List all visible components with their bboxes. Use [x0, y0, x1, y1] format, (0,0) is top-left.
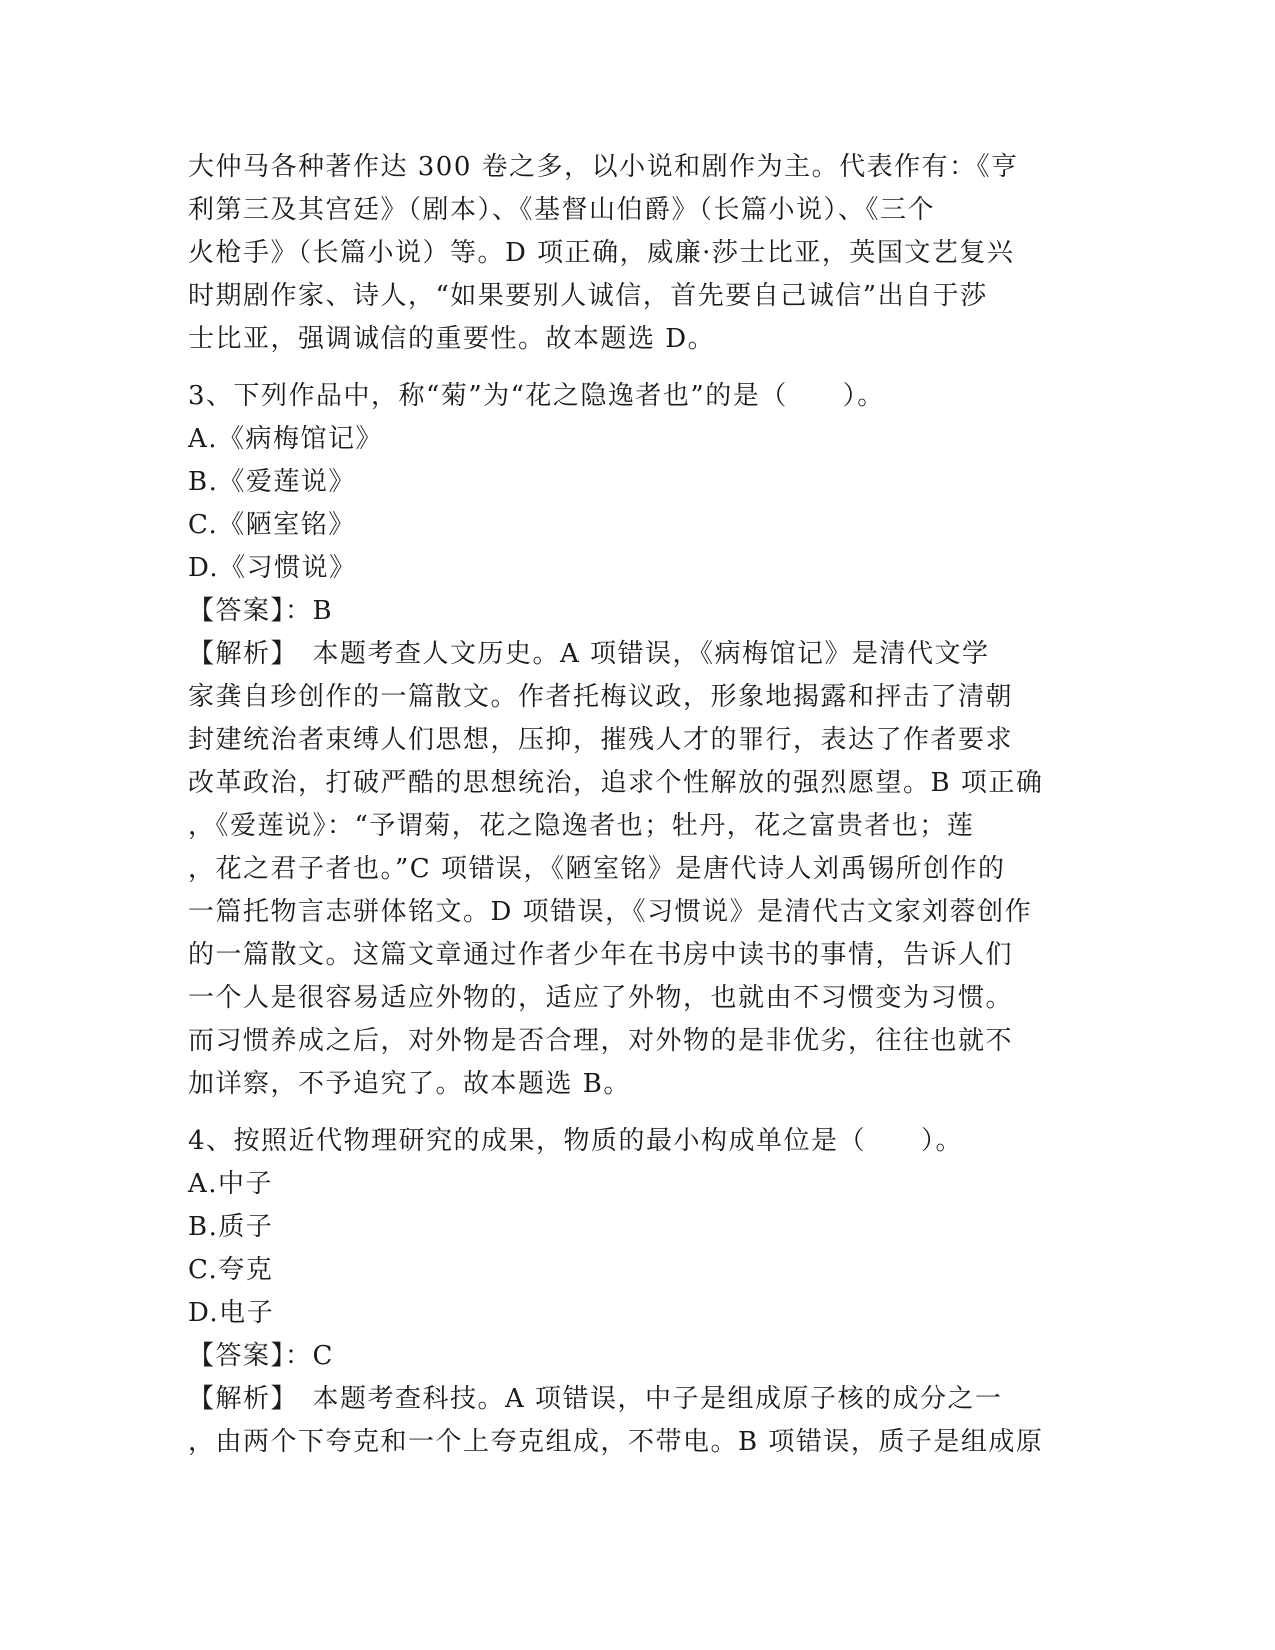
analysis-line: 封建统治者束缚人们思想，压抑，摧残人才的罪行，表达了作者要求 [188, 725, 1014, 755]
option-c: C.夸克 [188, 1255, 274, 1285]
paragraph-line: 士比亚，强调诚信的重要性。故本题选 D。 [188, 324, 716, 354]
question-stem: 3、下列作品中，称“菊”为“花之隐逸者也”的是（ ）。 [188, 381, 885, 411]
analysis-line: 【解析】 本题考查人文历史。A 项错误，《病梅馆记》是清代文学 [188, 639, 990, 669]
option-d: D.《习惯说》 [188, 553, 357, 583]
question-stem: 4、按照近代物理研究的成果，物质的最小构成单位是（ ）。 [188, 1126, 964, 1156]
analysis-line: 的一篇散文。这篇文章通过作者少年在书房中读书的事情，告诉人们 [188, 940, 1014, 970]
analysis-line: ，《爱莲说》：“予谓菊，花之隐逸者也；牡丹，花之富贵者也；莲 [188, 811, 975, 841]
analysis-block [188, 1378, 1088, 1464]
option-a: A.中子 [188, 1169, 274, 1199]
analysis-line: 【解析】 本题考查科技。A 项错误，中子是组成原子核的成分之一 [188, 1384, 1003, 1414]
analysis-line: ，由两个下夸克和一个上夸克组成，不带电。B 项错误，质子是组成原 [188, 1427, 1044, 1457]
document-body [188, 146, 1088, 1464]
analysis-line: 加详察，不予追究了。故本题选 B。 [188, 1069, 631, 1099]
paragraph-line: 利第三及其宫廷》（剧本）、《基督山伯爵》（长篇小说）、《三个 [188, 195, 936, 225]
option-a: A.《病梅馆记》 [188, 424, 384, 454]
paragraph-line: 时期剧作家、诗人，“如果要别人诚信，首先要自己诚信”出自于莎 [188, 281, 988, 311]
analysis-line: 改革政治，打破严酷的思想统治，追求个性解放的强烈愿望。B 项正确 [188, 768, 1044, 798]
previous-explanation-continuation [188, 146, 1088, 361]
option-d: D.电子 [188, 1298, 275, 1328]
analysis-line: 家龚自珍创作的一篇散文。作者托梅议政，形象地揭露和抨击了清朝 [188, 682, 1014, 712]
question-4 [188, 1120, 1088, 1464]
analysis-line: 一个人是很容易适应外物的，适应了外物，也就由不习惯变为习惯。 [188, 983, 1014, 1013]
analysis-block [188, 633, 1088, 1106]
spacer [188, 1106, 1088, 1120]
answer-line: 【答案】：C [188, 1341, 334, 1371]
question-3 [188, 375, 1088, 1106]
analysis-line: ，花之君子者也。”C 项错误，《陋室铭》是唐代诗人刘禹锡所创作的 [188, 854, 1006, 884]
analysis-line: 而习惯养成之后，对外物是否合理，对外物的是非优劣，往往也就不 [188, 1026, 1014, 1056]
spacer [188, 361, 1088, 375]
analysis-line: 一篇托物言志骈体铭文。D 项错误，《习惯说》是清代古文家刘蓉创作 [188, 897, 1033, 927]
option-b: B.质子 [188, 1212, 274, 1242]
paragraph-line: 大仲马各种著作达 300 卷之多，以小说和剧作为主。代表作有：《亨 [188, 152, 1019, 182]
answer-line: 【答案】：B [188, 596, 334, 626]
paragraph-line: 火枪手》（长篇小说）等。D 项正确，威廉·莎士比亚，英国文艺复兴 [188, 238, 1015, 268]
option-b: B.《爱莲说》 [188, 467, 356, 497]
option-c: C.《陋室铭》 [188, 510, 356, 540]
